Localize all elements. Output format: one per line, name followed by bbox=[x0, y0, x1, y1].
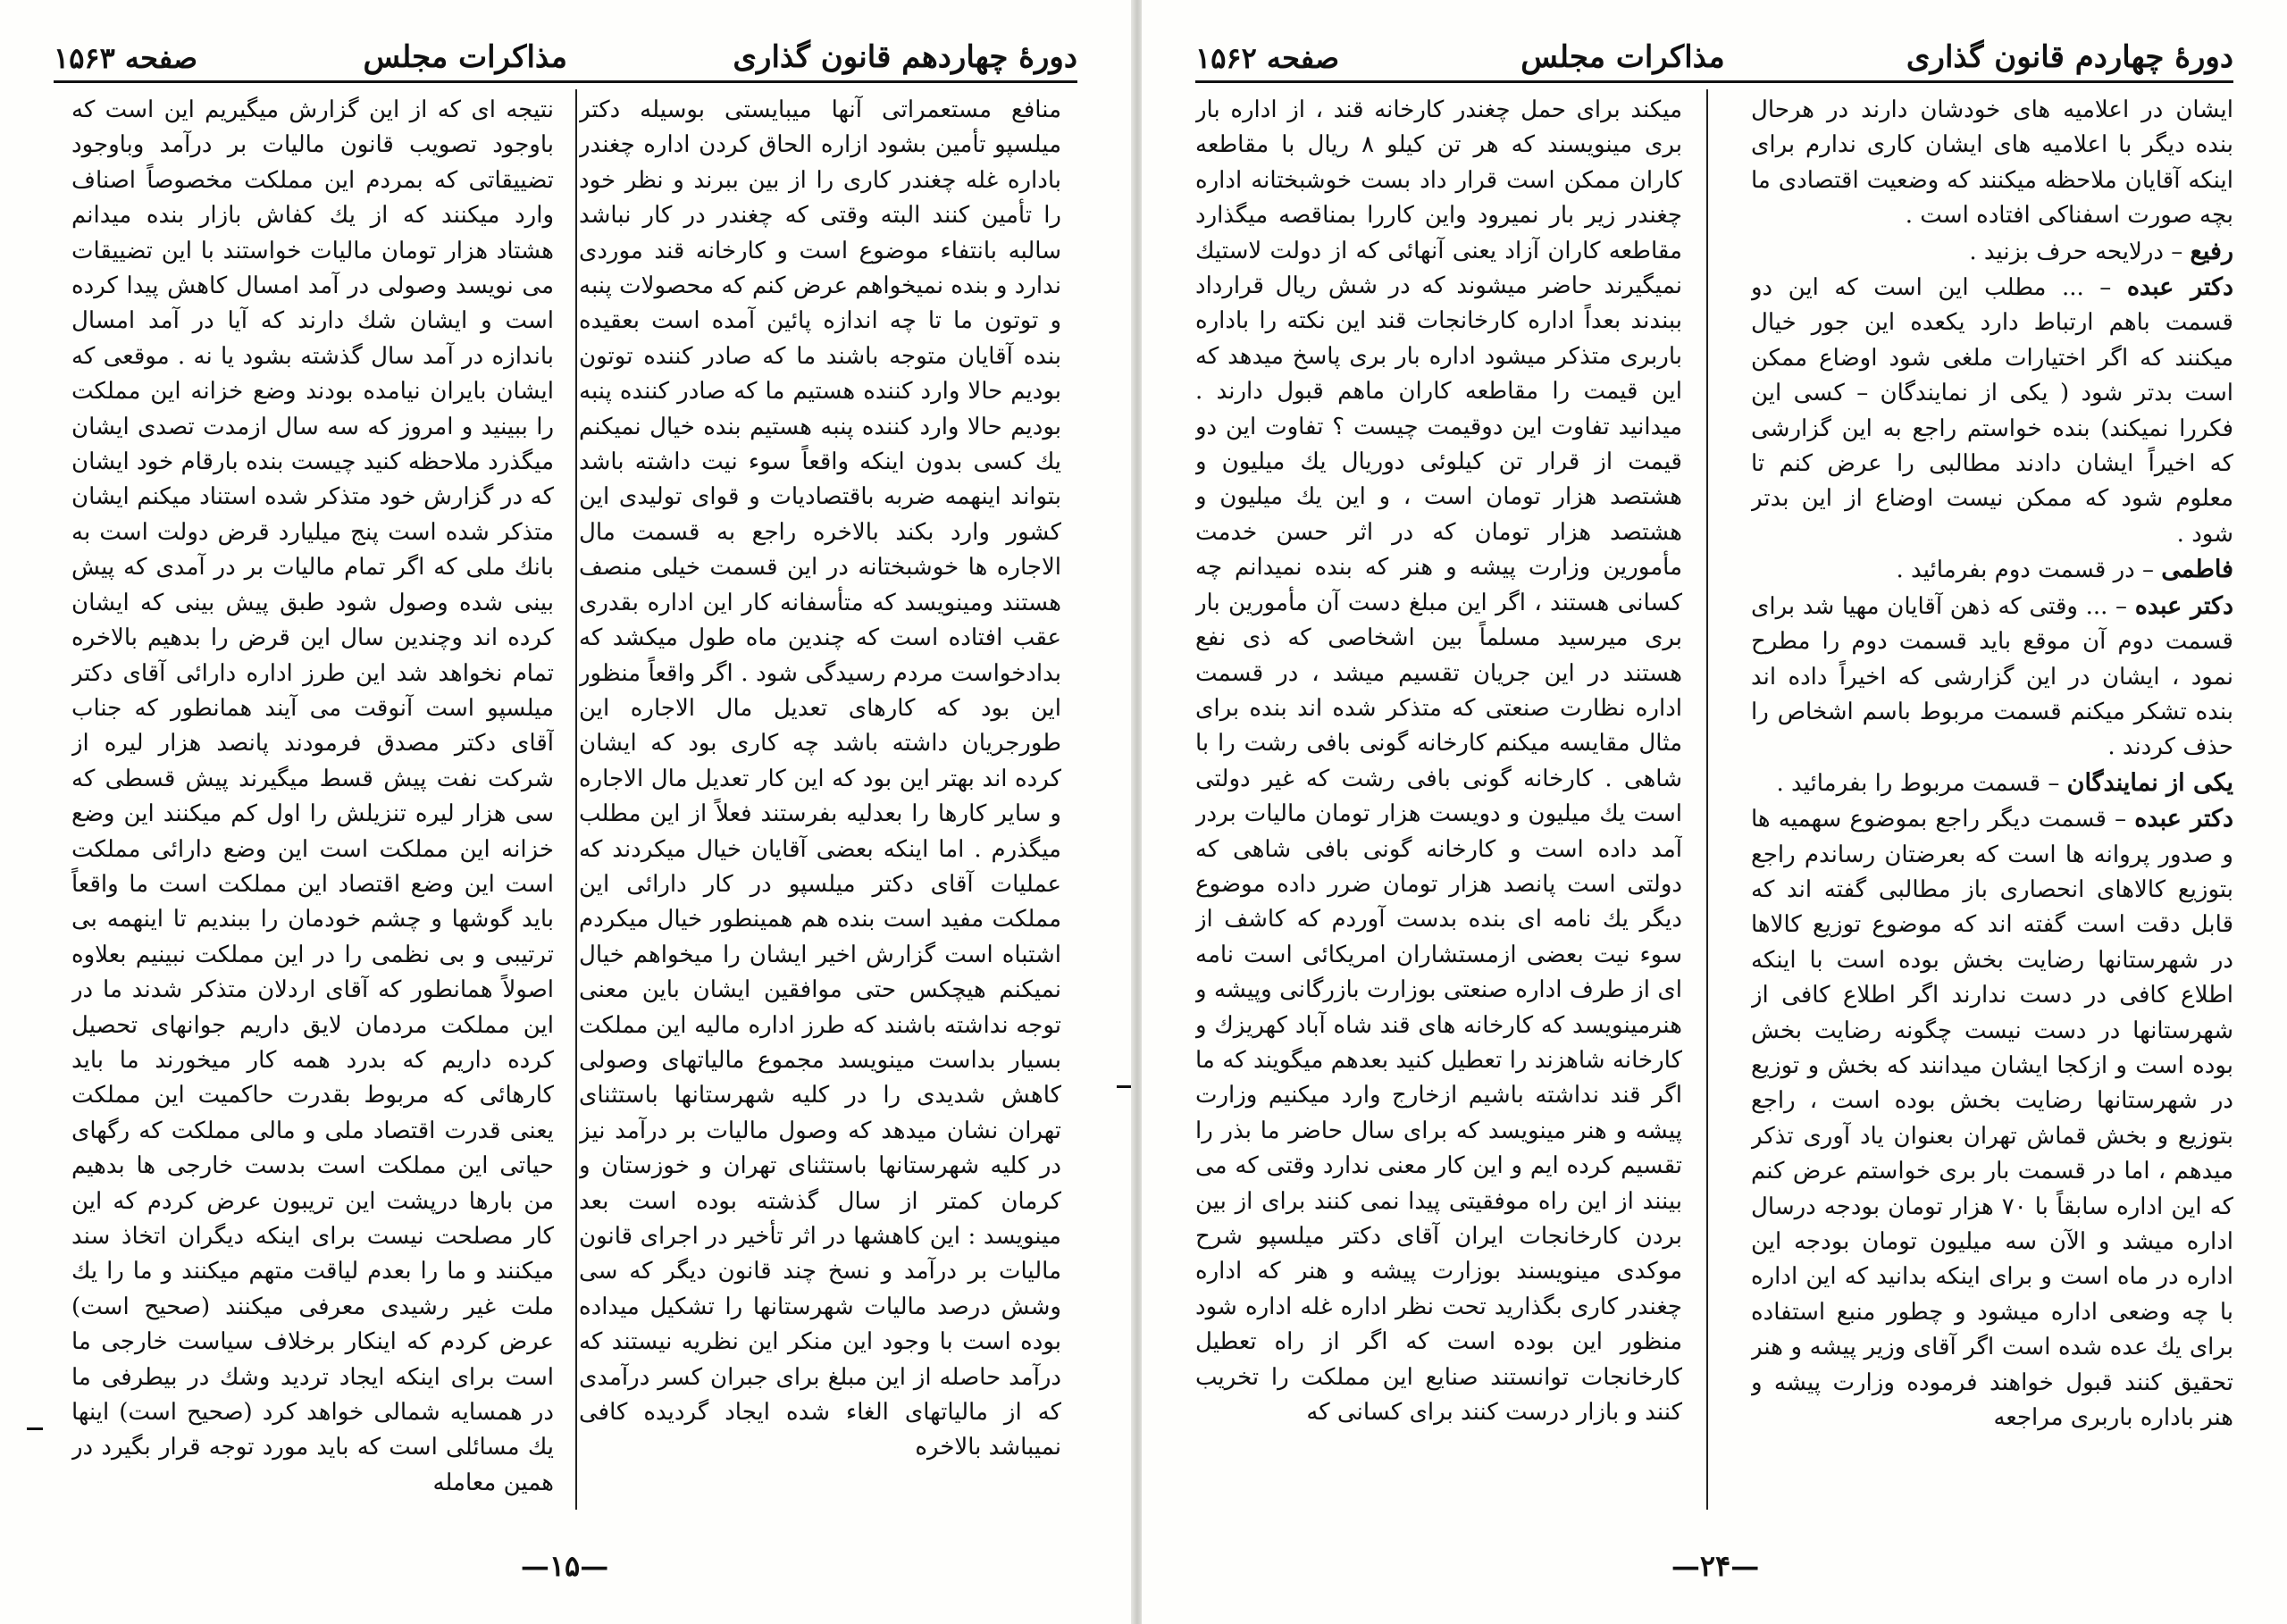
right-page-left-column bbox=[1195, 93, 1682, 1504]
running-title: دورهٔ چهاردهم قانون گذاری bbox=[733, 39, 1077, 75]
section-title: مذاکرات مجلس bbox=[1520, 39, 1725, 75]
running-title: دورهٔ چهاردم قانون گذاری bbox=[1906, 39, 2233, 75]
margin-mark bbox=[27, 1427, 43, 1430]
right-page-right-column bbox=[1751, 93, 2233, 1504]
speech-entry: دکتر عبده – قسمت دیگر راجع بموضوع سهمیه ها و صدور پروانه ها است که بعرضتان رساندم راجع بتوزیع کالاهای انحصاری باز مطالبی گفته اند که قابل دقت است گفته اند که موضوع توزیع کالاها در شهرستانها رضایت بخش بوده است با اینکه اطلاع کافی در دست ندارند اگر اطلاع کافی از شهرستانها در دست نیست چگونه رضایت بخش بوده است و ازکجا ایشان میدانند که بخش و توزیع در شهرستانها رضایت بخش بوده است ، راجع بتوزیع و بخش قماش تهران بعنوان یاد آوری تذکر میدهم ، اما در قسمت بار بری خواستم عرض کنم که این اداره سابقاً با ۷۰ هزار تومان بودجه درسال اداره میشد و الآن سه میلیون تومان بودجه این اداره در ماه است و برای اینکه بدانید که این اداره با چه وضعی اداره میشود و چطور منبع استفاده برای یك عده شده است اگر آقای وزیر پیشه و هنر تحقیق کنند قبول خواهند فرموده وزارت پیشه و هنر باداره باربری مراجعه bbox=[1751, 805, 2233, 1432]
speech-entry: دکتر عبده – ... وقتی که ذهن آقایان مهیا شد برای قسمت دوم آن موقع باید قسمت دوم را مطرح نمود ، ایشان در این گزارشی که اخیراً داده اند بنده تشکر میکنم قسمت مربوط باسم اشخاص را حذف کردند . bbox=[1751, 591, 2233, 761]
left-page bbox=[0, 0, 1133, 1624]
page-label: صفحه ۱۵۶۲ bbox=[1195, 41, 1340, 75]
speech-entry: دکتر عبده – ... مطلب این است که این دو قسمت باهم ارتباط دارد یکعده این جور خیال میکنند که اگر اختیارات ملغی شود اوضاع ممکن است بدتر شود ( یکی از نمایندگان – کسی این فکررا نمیکند) بنده خواستم راجع به این گزارشی که اخیراً ایشان دادند مطالبی را عرض کنم تا معلوم شود که ممکن نیست اوضاع از این بدتر شود . bbox=[1751, 273, 2233, 548]
paragraph: میکند برای حمل چغندر کارخانه قند ، از اداره بار بری مینویسند که هر تن کیلو ۸ ریال با مقاطعه کاران ممکن است قرار داد بست خوشبختانه اداره چغندر زیر بار نمیرود واین کاررا بمناقصه میگذارد مقاطعه کاران آزاد یعنی آنهائی که از دولت لاستیك نمیگیرند حاضر میشوند که در شش ریال قرارداد ببندند بعداً اداره کارخانجات قند این نکته را باداره باربری متذکر میشود اداره بار بری پاسخ میدهد که این قیمت را مقاطعه کاران ماهم قبول دارند . میدانید تفاوت این دوقیمت چیست ؟ تفاوت این دو قیمت از قرار تن کیلوئی دوریال یك میلیون و هشتصد هزار تومان است ، و این یك میلیون و هشتصد هزار تومان که در اثر حسن خدمت مأمورین وزارت پیشه و هنر که بنده نمیدانم چه کسانی هستند ، اگر این مبلغ دست آن مأمورین بار بری میرسید مسلماً بین اشخاصی که ذی نفع هستند در این جریان تقسیم میشد ، در قسمت اداره نظارت صنعتی که متذکر شده اند بنده برای مثال مقایسه میکنم کارخانه گونی بافی رشت را با شاهی . کارخانه گونی بافی رشت که غیر دولتی است یك میلیون و دویست هزار تومان مالیات بردر آمد داده است و کارخانه گونی بافی شاهی که دولتی است پانصد هزار تومان ضرر داده موضوع دیگر یك نامه ای بنده بدست آوردم که کاشف از سوء نیت بعضی ازمستشاران امریکائی است نامه ای از طرف اداره صنعتی بوزارت بازرگانی وپیشه و هنرمینویسد که کارخانه های قند شاه آباد کهریزك و کارخانه شاهزند را تعطیل کنید بعدهم میگویند که ما اگر قند نداشته باشیم ازخارج وارد میکنیم وزارت پیشه و هنر مینویسد که برای سال حاضر ما بذر را تقسیم کرده ایم و این کار معنی ندارد وقتی که می بینند از این راه موفقیتی پیدا نمی کنند برای از بین بردن کارخانجات ایران آقای دکتر میلسپو شرح موکدی مینویسند بوزارت پیشه و هنر که اداره چغندر کاری بگذارید تحت نظر اداره غله اداره شود منظور این بوده است که اگر از راه تعطیل کارخانجات توانستند صنایع این مملکت را تخریب کنند و بازار درست کنند برای کسانی که bbox=[1195, 96, 1682, 1427]
paragraph: منافع مستعمراتی آنها میبایستی بوسیله دکتر میلسپو تأمین بشود ازاره الحاق کردن اداره چغندر باداره غله چغندر کاری را از بین ببرند و نظر خود را تأمین کنند البته وقتی که چغندر در کار نباشد سالبه بانتفاء موضوع است و کارخانه قند موردی ندارد و بنده نمیخواهم عرض کنم که محصولات پنبه و توتون ما تا چه اندازه پائین آمده است بعقیده بنده آقایان متوجه باشند ما که صادر کننده توتون بودیم حالا وارد کننده هستیم ما که صادر کننده پنبه بودیم حالا وارد کننده پنبه هستیم بنده خیال نمیکنم یك کسی بدون اینکه واقعاً سوء نیت داشته باشد بتواند اینهمه ضربه باقتصادیات و قوای تولیدی این کشور وارد بکند بالاخره راجع به قسمت مال الاجاره ها خوشبختانه در این قسمت خیلی منصف هستند ومینویسد که متأسفانه کار این اداره بقدری عقب افتاده است که چندین ماه طول میکشد که بدادخواست مردم رسیدگی شود . اگر واقعاً منظور این بود که کارهای تعدیل مال الاجاره این طورجریان داشته باشد چه کاری بود که ایشان کرده اند بهتر این بود که این کار تعدیل مال الاجاره و سایر کارها را بعدلیه بفرستند فعلاً از این مطلب میگذرم . اما اینکه بعضی آقایان خیال میکردند که عملیات آقای دکتر میلسپو در کار دارائی این مملکت مفید است بنده هم همینطور خیال میکردم اشتباه است گزارش اخیر ایشان را میخواهم خیال نمیکنم هیچکس حتی موافقین ایشان باین معنی توجه نداشته باشند که طرز اداره مالیه این مملکت بسیار بداست مینویسد مجموع مالیاتهای وصولی کاهش شدیدی را در کلیه شهرستانها باستثنای تهران نشان میدهد که وصول مالیات بر درآمد نیز در کلیه شهرستانها باستثنای تهران و خوزستان و کرمان کمتر از سال گذشته بوده است بعد مینویسد : این کاهشها در اثر تأخیر در اجرای قانون مالیات بر درآمد و نسخ چند قانون دیگر که سی وشش درصد مالیات شهرستانها را تشکیل میداده بوده است با وجود این منکر این نظریه نیستند که درآمد حاصله از این مبلغ برای جبران کسر درآمدی که از مالیاتهای الغاء شده ایجاد گردیده کافی نمیباشد بالاخره bbox=[579, 96, 1061, 1461]
right-page bbox=[1142, 0, 2287, 1624]
speaker-name: دکتر عبده bbox=[2126, 273, 2233, 302]
speaker-name: رفیع bbox=[2190, 237, 2233, 265]
paragraph: نتیجه ای که از این گزارش میگیریم این است که باوجود تصویب قانون مالیات بر درآمد وباوجود تضییقاتی که بمردم این مملکت مخصوصاً اصناف وارد میکنند که از یك کفاش بازار بنده میدانم هشتاد هزار تومان مالیات خواستند با این تضییقات می نویسد وصولی در آمد امسال کاهش پیدا کرده است و ایشان شك دارند که آیا در آمد امسال باندازه در آمد سال گذشته بشود یا نه . موقعی که ایشان بایران نیامده بودند وضع خزانه این مملکت را ببینید و امروز که سه سال ازمدت تصدی ایشان میگذرد ملاحظه کنید چیست بنده بارقام خود ایشان که در گزارش خود متذکر شده استناد میکنم ایشان متذکر شده است پنج میلیارد قرض دولت است به بانك ملی که اگر تمام مالیات بر در آمدی که پیش بینی شده وصول شود طبق پیش بینی که ایشان کرده اند وچندین سال این قرض را بدهیم بالاخره تمام نخواهد شد این طرز اداره دارائی آقای دکتر میلسپو است آنوقت می آیند همانطور که جناب آقای دکتر مصدق فرمودند پانصد هزار لیره از شرکت نفت پیش قسط میگیرند پیش قسطی که سی هزار لیره تنزیلش را اول کم میکنند این وضع خزانه این مملکت است این وضع دارائی مملکت است این وضع اقتصاد این مملکت است ما واقعاً باید گوشها و چشم خودمان را ببندیم تا اینهمه بی ترتیبی و بی نظمی را در این مملکت نبینیم بعلاوه اصولاً همانطور که آقای اردلان متذکر شدند ما در این مملکت مردمان لایق داریم جوانهای تحصیل کرده داریم که بدرد همه کار میخورند ما باید کارهائی که مربوط بقدرت حاکمیت این مملکت یعنی قدرت اقتصاد ملی و مالی مملکت که رگهای حیاتی این مملکت است بدست خارجی ها بدهیم من بارها درپشت این تریبون عرض کردم که این کار مصلحت نیست برای اینکه دیگران اتخاذ سند میکنند و ما را بعدم لیاقت متهم میکنند و ما را یك ملت غیر رشیدی معرفی میکنند (صحیح است) عرض کردم که اینکار برخلاف سیاست خارجی ما است برای اینکه ایجاد تردید وشك در بیطرفی ما در همسایه شمالی خواهد کرد (صحیح است) اینها یك مسائلی است که باید مورد توجه قرار بگیرد در همین معامله bbox=[71, 96, 554, 1496]
speech-entry: رفیع – درلایحه حرف بزنید . bbox=[1969, 237, 2233, 265]
speaker-name: دکتر عبده bbox=[2134, 805, 2233, 833]
paragraph: ایشان در اعلامیه های خودشان دارند در هرحال بنده دیگر با اعلامیه های ایشان کاری ندارم برای اینکه آقایان ملاحظه میکنند که وضعیت اقتصادی ما بچه صورت اسفناکی افتاده است . bbox=[1751, 96, 2233, 230]
page-number: — ۱۵ — bbox=[457, 1549, 672, 1583]
page-number: — ۲۴ — bbox=[1608, 1549, 1822, 1583]
speaker-name: دکتر عبده bbox=[2134, 591, 2233, 620]
column-divider bbox=[575, 89, 577, 1510]
right-page-header bbox=[1195, 20, 2233, 83]
section-title: مذاکرات مجلس bbox=[363, 39, 567, 75]
left-page-left-column bbox=[71, 93, 554, 1504]
column-divider bbox=[1706, 89, 1708, 1510]
speaker-name: یکی از نمایندگان bbox=[2066, 768, 2233, 797]
speech-entry: فاطمی – در قسمت دوم بفرمائید . bbox=[1896, 556, 2233, 584]
left-page-right-column bbox=[579, 93, 1061, 1504]
speaker-name: فاطمی bbox=[2161, 556, 2233, 584]
page-label: صفحه ۱۵۶۳ bbox=[54, 41, 198, 75]
left-page-header bbox=[54, 20, 1077, 83]
speech-entry: یکی از نمایندگان – قسمت مربوط را بفرمائید . bbox=[1776, 768, 2233, 797]
